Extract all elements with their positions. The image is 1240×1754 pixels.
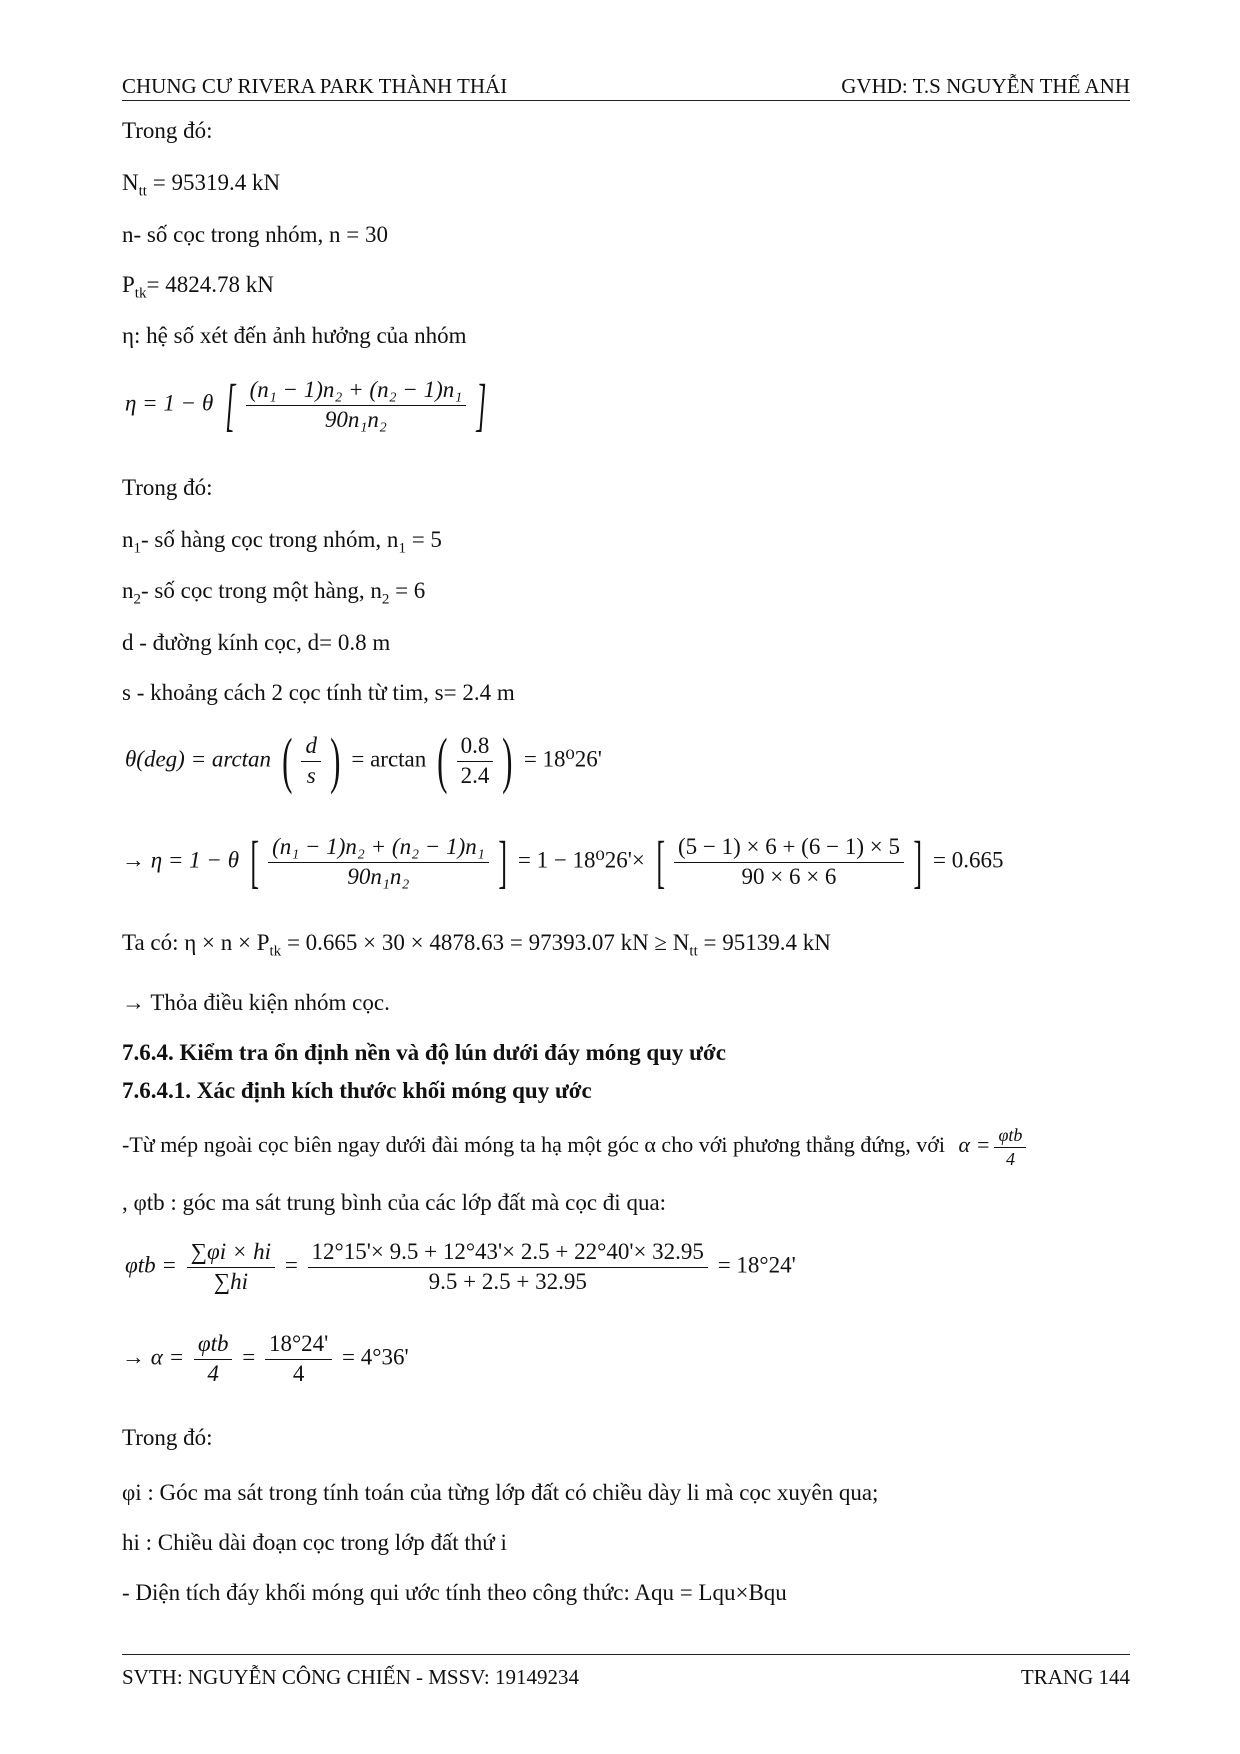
area-formula-text: - Diện tích đáy khối móng qui ước tính theo công thức: Aqu = Lqu×Bqu (122, 1580, 787, 1605)
text-trong-do-3: Trong đó: (122, 1425, 213, 1450)
eta-result-formula: → η = 1 − θ [ $\frac{\text{(n₁ − 1)n₂ + (n₂ − 1)n₁}}{\text{90n₁n₂}}$ ] = 1 − 18⁰26'× [ $\frac{(5 - 1) \times 6 + (6 - 1) \times 5}{90 \times 6 \times 6}$ ] = 0.665 (122, 829, 1004, 895)
alpha-formula: → α = $\frac{\text{φtb}}{4}$ = $\frac{18^\circ 24'}{4}$ = 4°36' (122, 1331, 409, 1386)
s-definition: s - khoảng cách 2 cọc tính từ tim, s= 2.4 m (122, 680, 515, 705)
n1-definition: $n_1-$ số hàng cọc trong nhóm, $n_1 = 5$ (122, 527, 442, 557)
header-project-title: CHUNG CƯ RIVERA PARK THÀNH THÁI (122, 74, 508, 98)
paragraph-phi-tb: , φtb : góc ma sát trung bình của các lớp đất mà cọc đi qua: (122, 1190, 667, 1215)
check-equation: Ta có: $\eta \times n \times P_{tk} = 0.665 \times 30 \times 4878.63 = 97393.07$ kN ≥ $N_{tt} = 95139.4$ kN (122, 930, 831, 960)
text-trong-do-2: Trong đó: (122, 475, 213, 500)
condition-satisfied: → Thỏa điều kiện nhóm cọc. (122, 990, 390, 1015)
paragraph-alpha: -Từ mép ngoài cọc biên ngay dưới đài móng ta hạ một góc α cho với phương thẳng đứng, với α = $\frac{\text{φtb}}{4}$ (122, 1124, 1030, 1170)
theta-formula: θ(deg) = arctan ( $\frac{d}{s}$ ) = arctan ( $\frac{0.8}{2.4}$ ) = 18⁰26' (125, 727, 602, 795)
text-trong-do-1: Trong đó: (122, 118, 213, 143)
n2-definition: $n_2-$ số cọc trong một hàng, $n_2 = 6$ (122, 578, 426, 608)
n-definition: n- số cọc trong nhóm, n = 30 (122, 222, 388, 247)
footer-student: SVTH: NGUYỄN CÔNG CHIẾN - MSSV: 19149234 (122, 1665, 579, 1689)
section-heading-7-6-4: 7.6.4. Kiểm tra ổn định nền và độ lún dưới đáy móng quy ước (122, 1040, 726, 1065)
section-heading-7-6-4-1: 7.6.4.1. Xác định kích thước khối móng quy ước (122, 1078, 592, 1103)
page-footer (122, 1654, 1130, 1689)
eta-definition: η: hệ số xét đến ảnh hưởng của nhóm (122, 323, 467, 348)
page-header (122, 68, 1130, 101)
footer-page-number: TRANG 144 (1020, 1665, 1130, 1689)
eta-formula: η = 1 − θ [ $\frac{\text{(n₁ − 1)n₂ + (n₂ − 1)n₁}}{\text{90n₁n₂}}$ ] (125, 372, 487, 438)
ptk-line: $P_{tk}= 4824.78$ kN (122, 272, 274, 302)
ntt-line: $N_{tt} = 95319.4$ kN (122, 170, 281, 200)
phi-tb-formula: φtb = $\frac{\sum\varphi i \times hi}{\sum hi}$ = $\frac{12^\circ 15'\times 9.5 + 12^\circ 43'\times 2.5 + 22^\circ 40'\times 32.95}{9.5 + 2.5 + 32.95}$ = 18°24' (125, 1239, 796, 1294)
d-definition: d - đường kính cọc, d= 0.8 m (122, 630, 391, 655)
header-advisor: GVHD: T.S NGUYỄN THẾ ANH (841, 74, 1130, 98)
h-i-definition: hi : Chiều dài đoạn cọc trong lớp đất thứ i (122, 1530, 507, 1555)
phi-i-definition: φi : Góc ma sát trong tính toán của từng lớp đất có chiều dày li mà cọc xuyên qua; (122, 1480, 879, 1505)
